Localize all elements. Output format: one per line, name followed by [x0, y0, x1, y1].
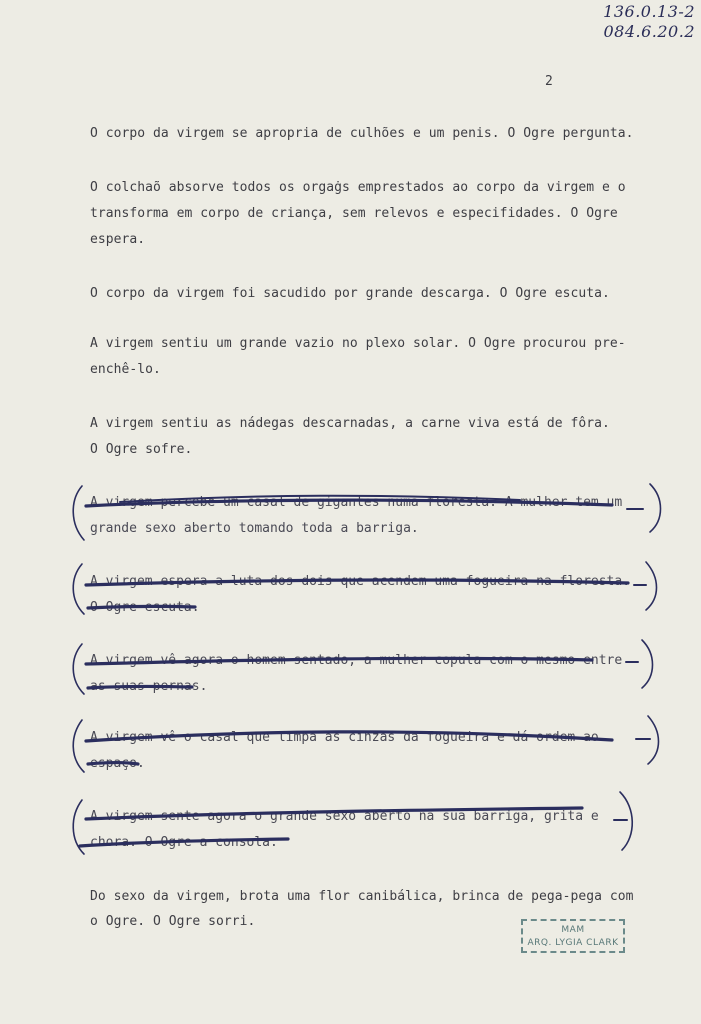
struck-paragraph-3-line-1: A virgem vê agora o homem sentado, a mulher copula com o mesmo entre [90, 653, 623, 668]
stamp-line-1: MAM [561, 925, 585, 935]
struck-paragraph-1-line-2: grande sexo aberto tomando toda a barriga. [90, 521, 419, 536]
page-number: 2 [545, 74, 553, 89]
stamp-line-2: ARQ. LYGIA CLARK [527, 938, 619, 948]
final-paragraph-line-2: o Ogre. O Ogre sorri. [90, 914, 256, 929]
archive-stamp [521, 919, 625, 953]
paragraph-2-line-3: espera. [90, 232, 146, 247]
paragraph-5-line-2: O Ogre sofre. [90, 442, 193, 457]
paragraph-2-line-2: transforma em corpo de criança, sem relevos e especifidades. O Ogre [90, 206, 618, 221]
paragraph-4-line-1: A virgem sentiu um grande vazio no plexo solar. O Ogre procurou pre- [90, 336, 626, 351]
archive-reference-1: 136.0.13-2 [603, 2, 695, 21]
struck-paragraph-2-line-1: A virgem espera a luta dos dois que acendem uma fogueira na floresta. [90, 574, 631, 589]
open-bracket [73, 800, 84, 854]
close-bracket [646, 562, 657, 610]
paragraph-3-line-1: O corpo da virgem foi sacudido por grande descarga. O Ogre escuta. [90, 286, 610, 301]
open-bracket [73, 720, 84, 772]
paragraph-5-line-1: A virgem sentiu as nádegas descarnadas, a carne viva está de fôra. [90, 416, 610, 431]
close-bracket [648, 716, 659, 764]
close-bracket [642, 640, 653, 688]
open-bracket [73, 644, 84, 694]
archive-reference-2: 084.6.20.2 [603, 22, 695, 41]
open-bracket [73, 564, 84, 614]
struck-paragraph-4-line-2: espaço. [90, 756, 145, 771]
struck-paragraph-3-line-2: as suas pernas. [90, 679, 208, 694]
paragraph-2-line-1: O colchaõ absorve todos os orgaġs emprestados ao corpo da virgem e o [90, 180, 626, 195]
paragraph-4-line-2: enchê-lo. [90, 362, 161, 377]
close-bracket [620, 792, 632, 850]
close-bracket [650, 484, 661, 532]
struck-paragraph-4-line-1: A virgem vê o casal que limpa as cinzas da fogueira e dá ordem ao [90, 730, 599, 745]
struck-paragraph-5-line-1: A virgem sente agora o grande sexo aberto na sua barriga, grita e [90, 809, 599, 824]
struck-paragraph-2-line-2: O Ogre escuta. [90, 600, 200, 615]
struck-paragraph-1-line-1: A virgem percebe um casal de gigantes numa floresta. A mulher tem um [90, 495, 623, 510]
final-paragraph-line-1: Do sexo da virgem, brota uma flor canibálica, brinca de pega-pega com [90, 889, 634, 904]
open-bracket [73, 486, 84, 540]
paragraph-1-line-1: O corpo da virgem se apropria de culhões e um penis. O Ogre pergunta. [90, 126, 634, 141]
struck-paragraph-5-line-2: chora. O Ogre a consola. [90, 835, 278, 850]
